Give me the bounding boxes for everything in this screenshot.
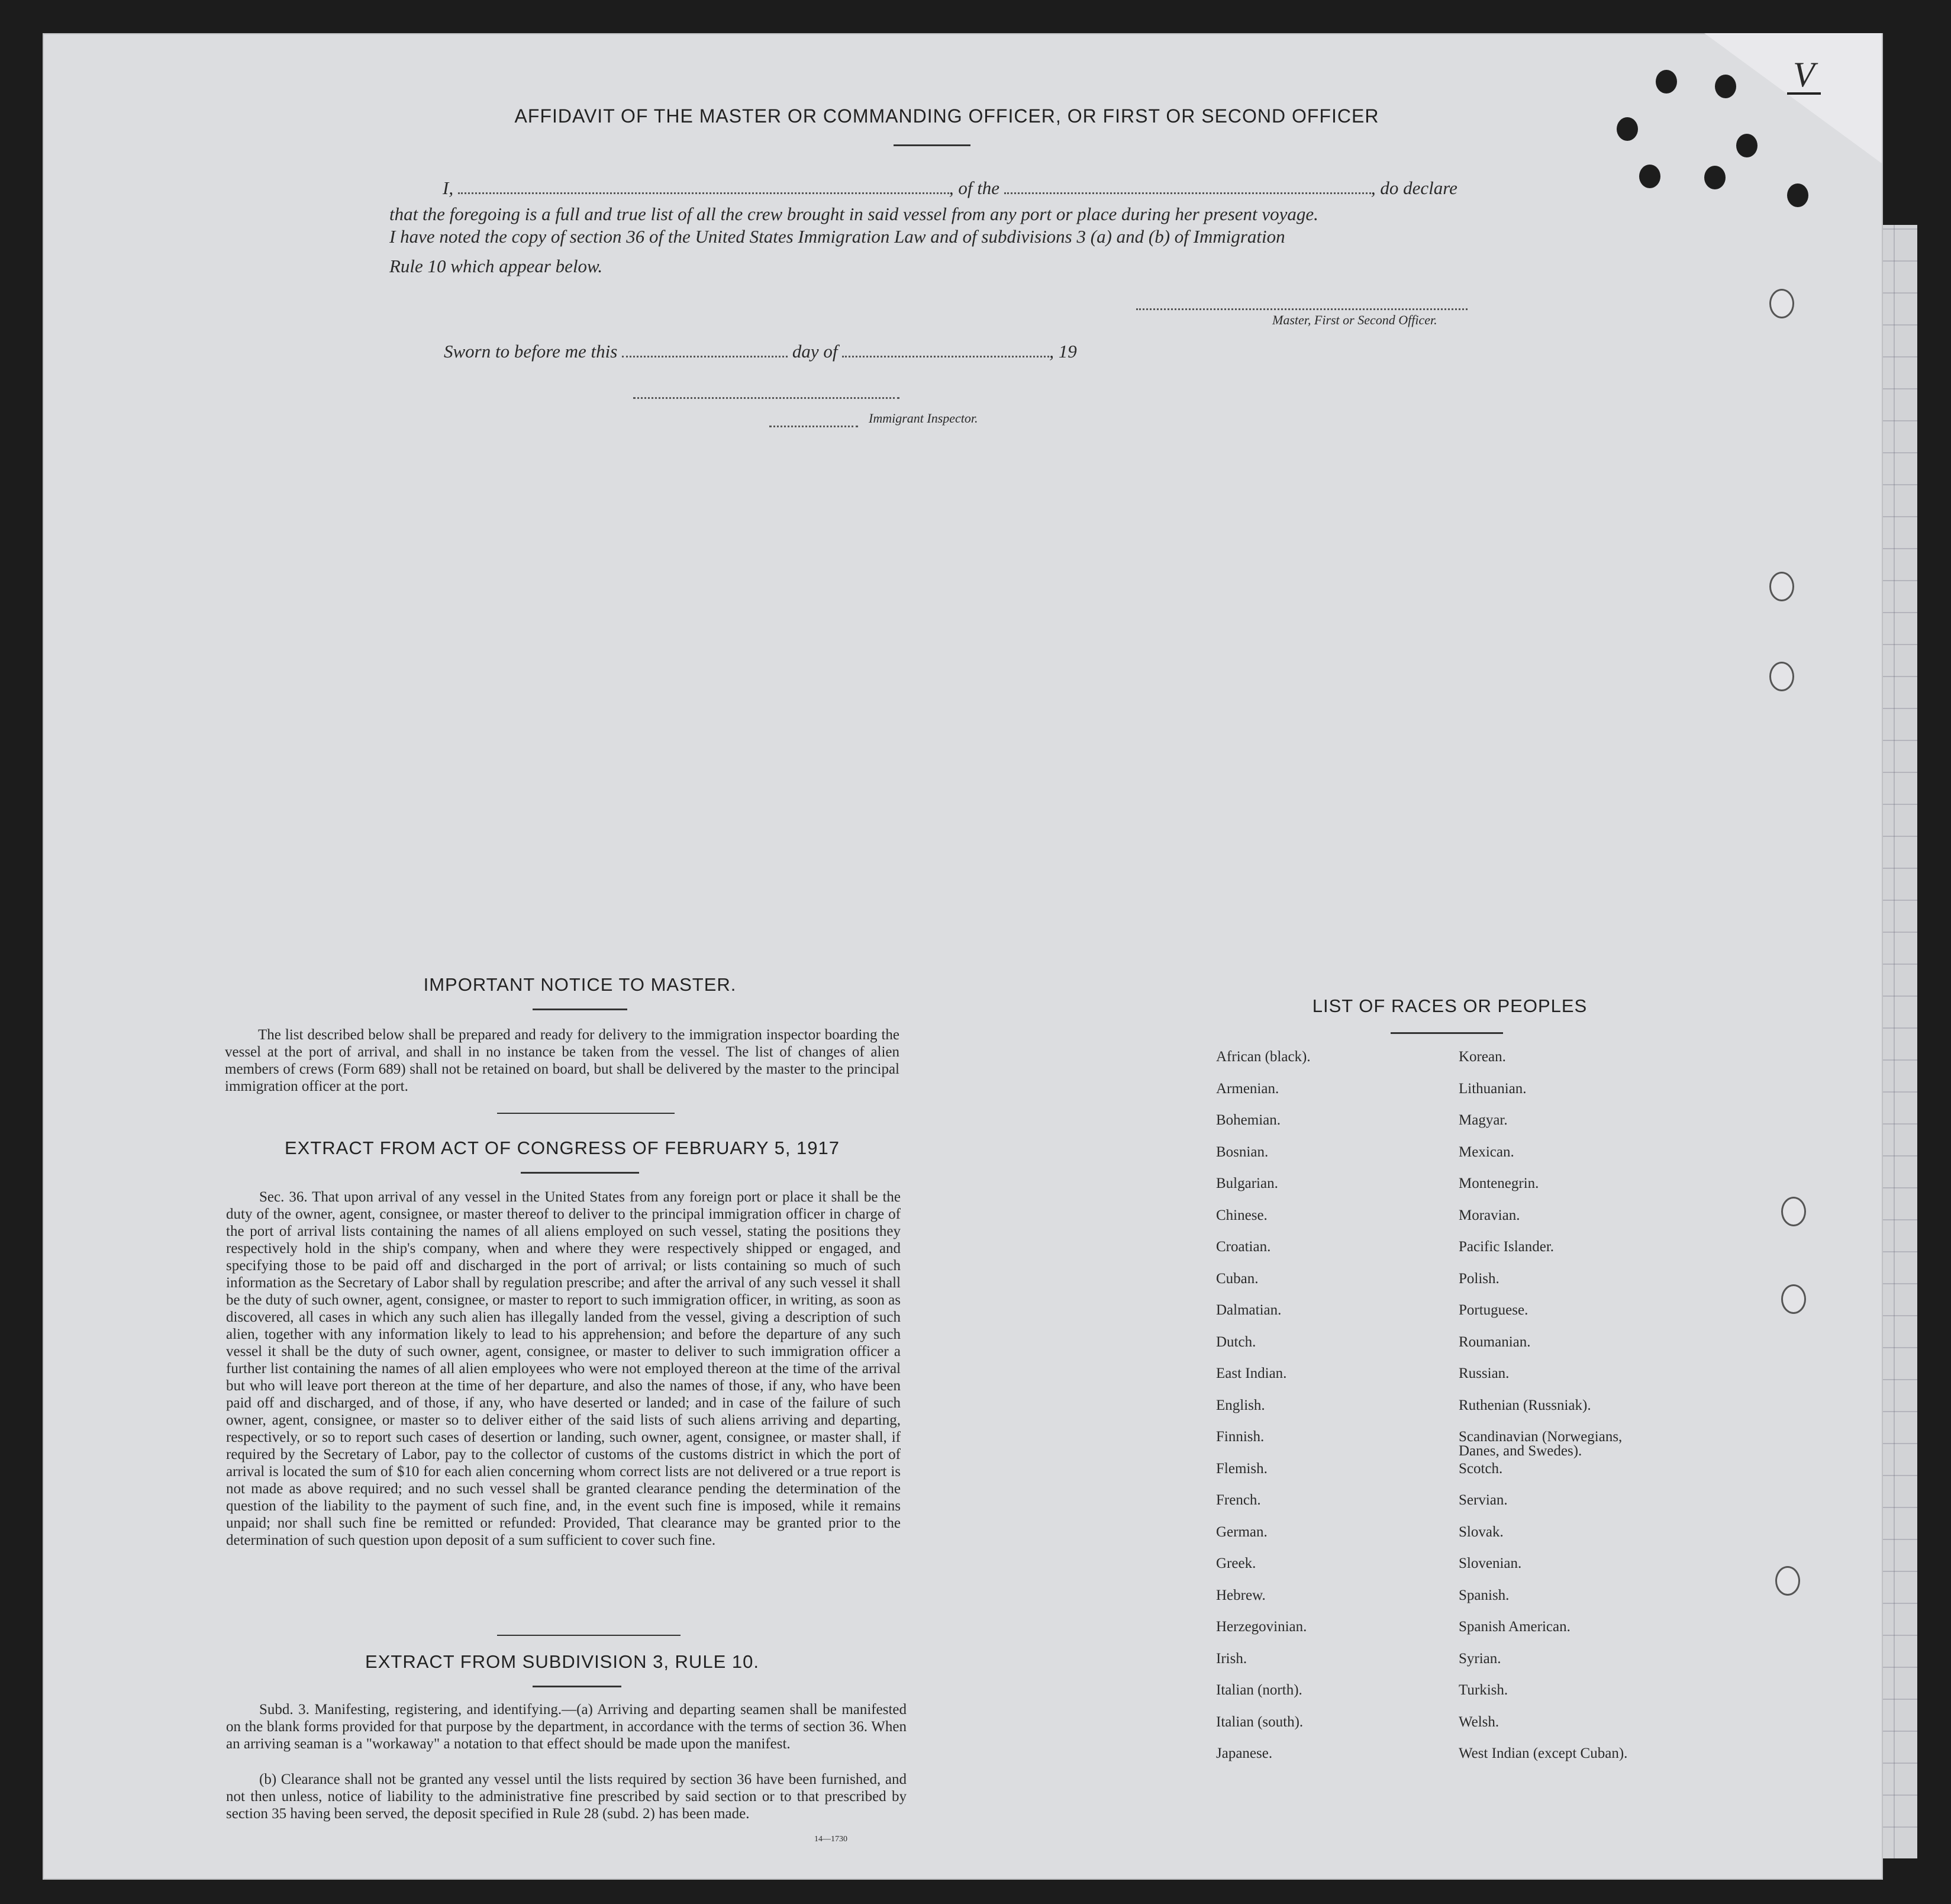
- act-text: Sec. 36. That upon arrival of any vessel in the United States from any foreign port or place it shall be the duty of the owner, agent, consignee, or master thereof to deliver to the principal immigration officer in charge of the port of arrival lists containing the names of all aliens employed on such vessel, stating the positions they respectively hold in the ship's company, when and where they were respectively shipped or engaged, and specifying those to be paid off and discharged in the port of arrival; or lists containing so much of such information as the Secretary of Labor shall by regulation prescribe; and after the arrival of any such vessel it shall be the duty of such owner, agent, consignee, or master to report to such immigration officer, in writing, as soon as discovered, all cases in which any such alien has illegally landed from the vessel, giving a description of such alien, together with any information likely to lead to his apprehension; and before the departure of any such vessel it shall be the duty of such owner, agent, consignee, or master to deliver to such immigration officer a further list containing the names of all alien employees who were not employed thereon at the time of the arrival but who will leave port thereon at the time of her departure, and also the names of those, if any, who have been paid off and discharged, and of those, if any, who have deserted or landed; and in case of the failure of such owner, agent, consignee, or master so to deliver either of the said lists of such aliens arriving and departing, respectively, or so to report such cases of desertion or landing, such owner, agent, consignee, or master shall, if required by the Secretary of Labor, pay to the collector of customs of the customs district in which the port of arrival is located the sum of $10 for each alien concerning whom correct lists are not delivered or a true report is not made as above required; and no such vessel shall be granted clearance pending the determination of the question of the liability to the payment of such fine, and, in the event such fine is imposed, while it remains unpaid; nor shall such fine be remitted or refunded: Provided, That clearance may be granted prior to the determination of such question upon deposit of a sum sufficient to cover such fine.: [226, 1189, 901, 1548]
- race-item: Syrian.: [1459, 1650, 1501, 1667]
- race-item: Magyar.: [1459, 1112, 1508, 1128]
- title-rule: [894, 144, 970, 146]
- vessel-blank: [1004, 192, 1371, 194]
- race-item: Roumanian.: [1459, 1333, 1531, 1350]
- punch-hole: [1704, 166, 1726, 189]
- race-item: Dutch.: [1216, 1333, 1256, 1350]
- race-item: Slovak.: [1459, 1523, 1504, 1540]
- race-item: Korean.: [1459, 1049, 1506, 1065]
- binder-ring-hole: [1781, 1197, 1806, 1226]
- form-number: 14—1730: [814, 1835, 847, 1844]
- race-item: Cuban.: [1216, 1270, 1259, 1287]
- sworn-line: [444, 341, 1077, 362]
- name-blank: [458, 192, 949, 194]
- rule-para-a: Subd. 3. Manifesting, registering, and identifying.—(a) Arriving and departing seamen shall be manifested on the blank forms provided for that purpose by the department, in accordance with the terms of section 36. When an arriving seaman is a "workaway" a notation to that effect should be made upon the manifest.: [226, 1702, 907, 1752]
- punch-hole: [1617, 117, 1638, 141]
- race-item: German.: [1216, 1523, 1268, 1540]
- race-item: Turkish.: [1459, 1682, 1508, 1698]
- race-item: English.: [1216, 1397, 1265, 1413]
- race-item: Scandinavian (Norwegians, Danes, and Swedes).: [1459, 1429, 1623, 1459]
- races-title: LIST OF RACES OR PEOPLES: [1312, 996, 1588, 1016]
- race-item: Bulgarian.: [1216, 1175, 1278, 1191]
- binder-ring-hole: [1769, 662, 1794, 691]
- affidavit-title: AFFIDAVIT OF THE MASTER OR COMMANDING OFFICER, OR FIRST OR SECOND OFFICER: [514, 105, 1379, 127]
- inspector-caption-lead: [769, 425, 858, 427]
- race-item: West Indian (except Cuban).: [1459, 1745, 1628, 1761]
- race-item: Finnish.: [1216, 1429, 1265, 1445]
- race-item: Dalmatian.: [1216, 1302, 1282, 1318]
- notice-text: The list described below shall be prepared and ready for delivery to the immigration inspector boarding the vessel at the port of arrival, and shall in no instance be taken from the vessel. The list of changes of alien members of crews (Form 689) shall not be retained on board, but shall be delivered by the master to the principal immigration officer at the port.: [225, 1027, 899, 1094]
- race-item: Portuguese.: [1459, 1302, 1528, 1318]
- binder-ring-hole: [1769, 572, 1794, 601]
- rule-para-b: (b) Clearance shall not be granted any vessel until the lists required by section 36 have been furnished, and not then unless, notice of liability to the administrative fine prescribed by said section or to that prescribed by section 35 having been served, the deposit specified in Rule 28 (subd. 2) has been made.: [226, 1771, 907, 1822]
- master-signature-line: [1136, 308, 1468, 310]
- punch-hole: [1715, 75, 1736, 98]
- races-list: [1216, 1050, 1666, 1778]
- race-item: Lithuanian.: [1459, 1080, 1527, 1097]
- affidavit-line4: Rule 10 which appear below.: [389, 256, 603, 276]
- notice-rule: [533, 1009, 627, 1010]
- race-item: Herzegovinian.: [1216, 1619, 1307, 1635]
- race-item: Flemish.: [1216, 1460, 1268, 1477]
- races-rule: [1391, 1032, 1503, 1034]
- section-divider: [497, 1113, 675, 1114]
- binder-ring-hole: [1775, 1566, 1800, 1596]
- punch-hole: [1787, 183, 1808, 207]
- declare-label: , do declare: [1370, 178, 1457, 198]
- race-item: Moravian.: [1459, 1207, 1520, 1223]
- race-item: French.: [1216, 1492, 1261, 1508]
- race-item: Bosnian.: [1216, 1143, 1269, 1160]
- section-divider: [497, 1635, 681, 1636]
- day-blank: [622, 355, 788, 357]
- race-item: Welsh.: [1459, 1713, 1499, 1730]
- race-item: Mexican.: [1459, 1143, 1514, 1160]
- rule-title: EXTRACT FROM SUBDIVISION 3, RULE 10.: [365, 1651, 759, 1672]
- rule-rule: [533, 1686, 621, 1687]
- master-caption: Master, First or Second Officer.: [1272, 312, 1437, 327]
- affidavit-line3: I have noted the copy of section 36 of the United States Immigration Law and of subdivisions 3 (a) and (b) of Immigration: [389, 226, 1285, 247]
- binder-ring-hole: [1769, 289, 1794, 318]
- race-item: Slovenian.: [1459, 1555, 1522, 1571]
- race-item: East Indian.: [1216, 1365, 1287, 1381]
- year-label: , 19: [1049, 341, 1077, 362]
- race-item: Japanese.: [1216, 1745, 1273, 1761]
- inspector-caption: Immigrant Inspector.: [869, 411, 978, 426]
- race-item: Italian (south).: [1216, 1713, 1304, 1730]
- race-item: Spanish.: [1459, 1587, 1510, 1603]
- race-item: African (black).: [1216, 1049, 1311, 1065]
- race-item: Irish.: [1216, 1650, 1247, 1667]
- race-item: Hebrew.: [1216, 1587, 1266, 1603]
- race-item: Pacific Islander.: [1459, 1239, 1555, 1255]
- day-of-label: day of: [792, 341, 838, 362]
- i-label: I,: [443, 178, 454, 198]
- act-rule: [521, 1172, 639, 1174]
- race-item: Spanish American.: [1459, 1619, 1571, 1635]
- race-item: Chinese.: [1216, 1207, 1268, 1223]
- race-item: Croatian.: [1216, 1239, 1271, 1255]
- affidavit-line2: that the foregoing is a full and true list of all the crew brought in said vessel from any port or place during her present voyage.: [389, 204, 1318, 224]
- race-item: Montenegrin.: [1459, 1175, 1539, 1191]
- notice-title: IMPORTANT NOTICE TO MASTER.: [423, 974, 737, 995]
- race-item: Ruthenian (Russniak).: [1459, 1397, 1591, 1413]
- act-title: EXTRACT FROM ACT OF CONGRESS OF FEBRUARY 5, 1917: [284, 1138, 840, 1158]
- affidavit-line1: [443, 178, 1457, 199]
- punch-hole: [1656, 70, 1677, 94]
- race-item: Servian.: [1459, 1492, 1508, 1508]
- month-blank: [842, 355, 1049, 357]
- inspector-signature-line: [633, 397, 899, 399]
- punch-hole: [1736, 134, 1757, 157]
- page-mark: V: [1787, 57, 1821, 95]
- race-item: Russian.: [1459, 1365, 1510, 1381]
- race-item: Italian (north).: [1216, 1682, 1302, 1698]
- race-item: Armenian.: [1216, 1080, 1279, 1097]
- race-item: Scotch.: [1459, 1460, 1503, 1477]
- binder-ring-hole: [1781, 1284, 1806, 1314]
- punch-hole: [1639, 165, 1660, 188]
- race-item: Greek.: [1216, 1555, 1256, 1571]
- race-item: Bohemian.: [1216, 1112, 1281, 1128]
- of-the-label: , of the: [949, 178, 1000, 198]
- sworn-label: Sworn to before me this: [444, 341, 618, 362]
- race-item: Polish.: [1459, 1270, 1499, 1287]
